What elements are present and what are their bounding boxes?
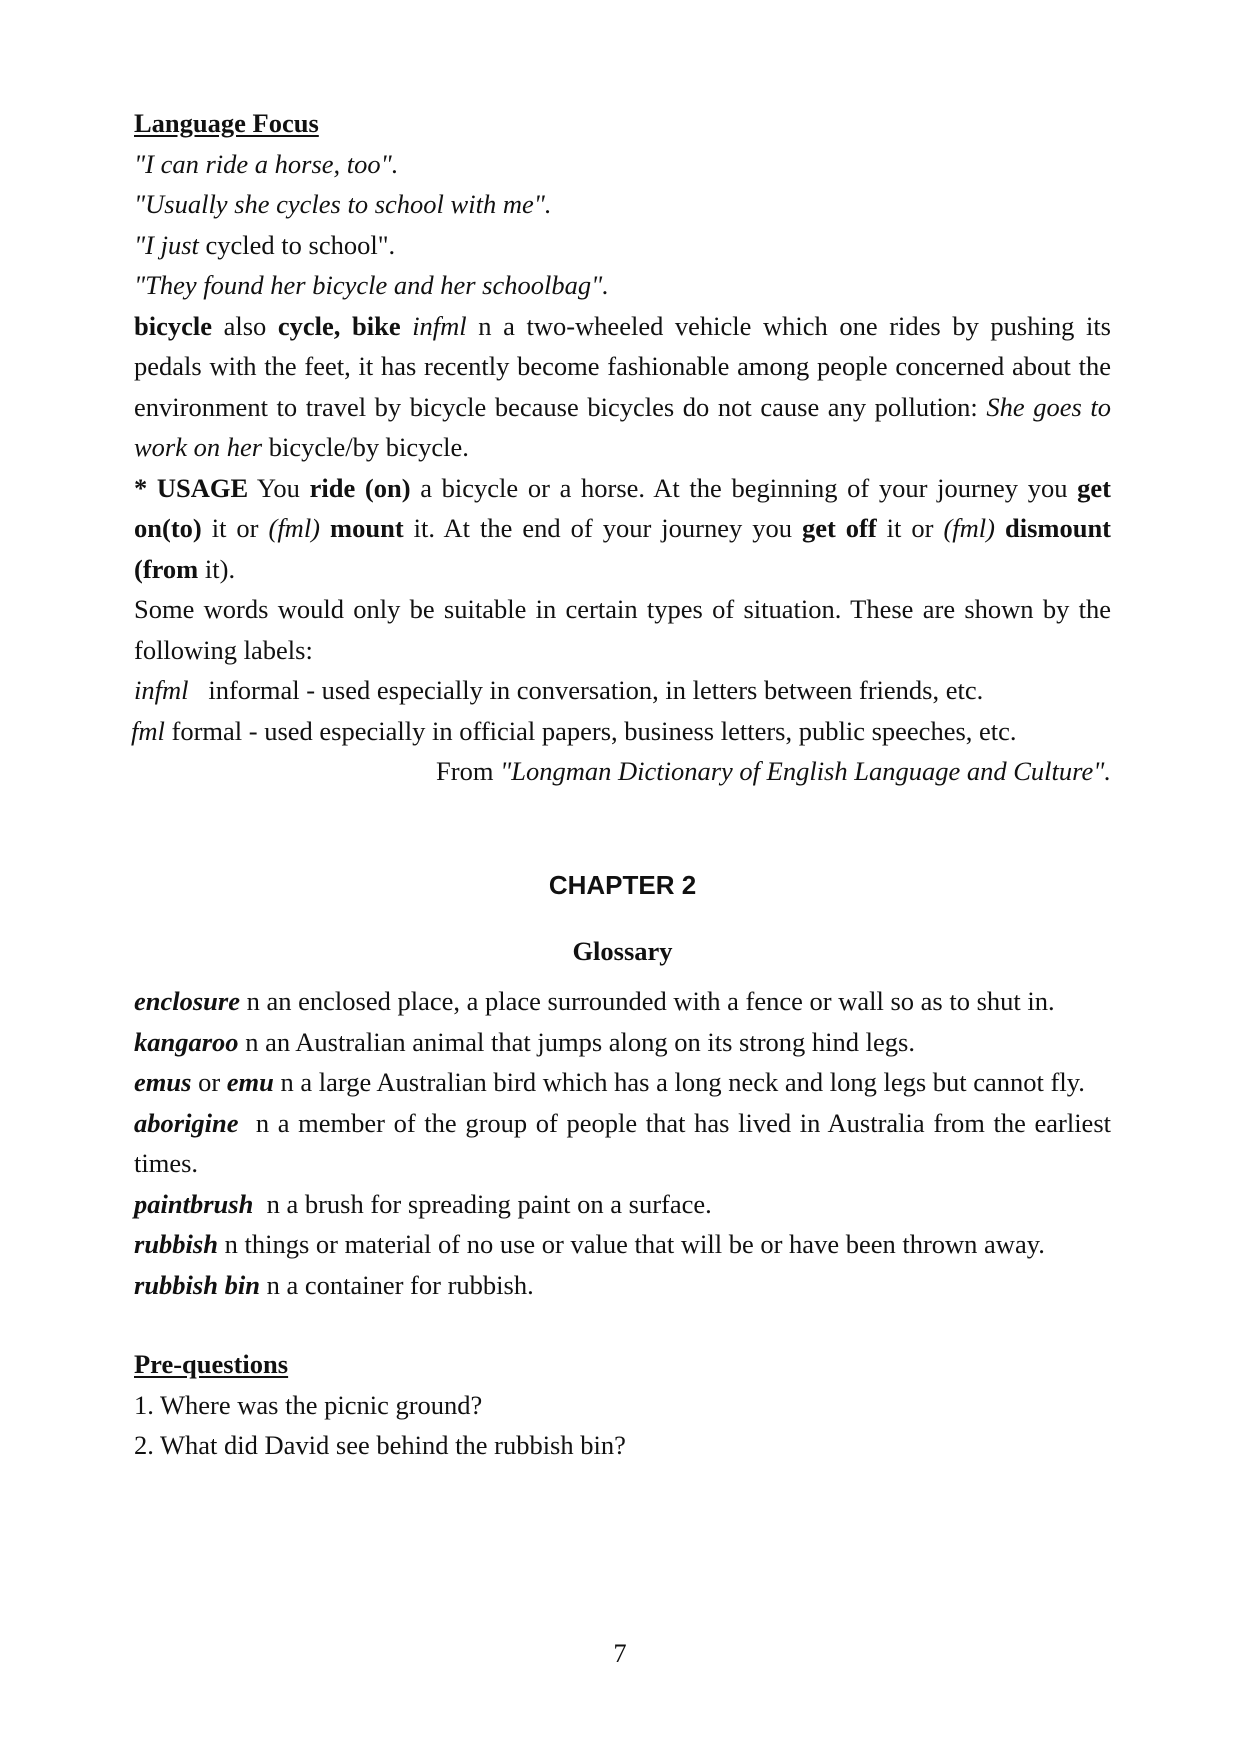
glossary-list xyxy=(134,981,1118,1305)
usage-text: a bicycle or a horse. At the beginning of your journey you xyxy=(410,472,1078,503)
example-italic: She goes to work on her xyxy=(134,391,1111,462)
usage-phrase: get off xyxy=(801,513,877,543)
usage-text: it or xyxy=(201,513,269,543)
glossary-term: emu xyxy=(226,1067,274,1097)
usage-phrase: get on(to) xyxy=(134,472,1111,543)
glossary-definition: n an Australian animal that jumps along on its strong hind legs. xyxy=(238,1026,915,1057)
source-citation xyxy=(134,751,1111,792)
glossary-entry xyxy=(134,1224,1111,1265)
label-text: formal - used especially in official papers, business letters, public speeches, etc. xyxy=(164,715,1017,746)
glossary-term: rubbish bin xyxy=(134,1269,260,1300)
usage-label: (fml) xyxy=(943,513,995,543)
usage-phrase: dismount (from xyxy=(134,513,1112,584)
quote-line: "They found her bicycle and her schoolbag". xyxy=(134,270,609,300)
label-fml xyxy=(131,711,1111,752)
page-number: 7 xyxy=(613,1638,627,1668)
usage-phrase: ride (on) xyxy=(309,472,411,503)
glossary-entry xyxy=(134,1184,1111,1225)
bicycle-entry xyxy=(134,306,1111,468)
glossary-entry xyxy=(134,1062,1111,1103)
glossary-definition: n a container for rubbish. xyxy=(259,1269,534,1300)
usage-label: (fml) xyxy=(268,513,321,543)
glossary-term: rubbish xyxy=(134,1229,218,1259)
glossary-entry xyxy=(134,981,1111,1022)
source-title: "Longman Dictionary of English Language and Culture". xyxy=(500,756,1111,786)
usage-text: it or xyxy=(876,513,944,543)
language-focus-heading: Language Focus xyxy=(134,108,319,138)
quote-line xyxy=(134,225,1111,266)
glossary-title: Glossary xyxy=(572,935,673,966)
usage-text: You xyxy=(248,472,310,503)
usage-text xyxy=(320,513,330,543)
usage-note xyxy=(134,468,1111,590)
glossary-entry xyxy=(134,1103,1118,1184)
also-text: also xyxy=(212,310,278,341)
prequestion-item: 1. Where was the picnic ground? xyxy=(134,1389,483,1420)
labels-intro: Some words would only be suitable in certain types of situation. These are shown by the following labels: xyxy=(134,594,1111,665)
prequestion-item: 2. What did David see behind the rubbish bin? xyxy=(134,1430,626,1460)
label-text: informal - used especially in conversation, in letters between friends, etc. xyxy=(188,675,984,705)
label-abbr: fml xyxy=(131,715,165,746)
source-from: From xyxy=(436,756,501,786)
glossary-entry xyxy=(134,1265,1111,1306)
register-label: infml xyxy=(412,310,467,341)
usage-text: it. At the end of your journey you xyxy=(403,513,802,543)
glossary-term: paintbrush xyxy=(134,1188,254,1219)
glossary-connector: or xyxy=(191,1067,227,1097)
quote-line: "Usually she cycles to school with me". xyxy=(134,189,552,219)
usage-phrase: mount xyxy=(330,513,404,543)
glossary-definition: n a brush for spreading paint on a surface. xyxy=(253,1188,712,1219)
page-content xyxy=(131,103,1118,1466)
chapter-title: CHAPTER 2 xyxy=(548,869,697,900)
prequestions-heading: Pre-questions xyxy=(134,1349,289,1379)
glossary-definition: n things or material of no use or value that will be or have been thrown away. xyxy=(217,1229,1045,1259)
label-abbr: infml xyxy=(134,675,189,705)
headword: bicycle xyxy=(134,310,212,341)
glossary-definition: n a large Australian bird which has a long neck and long legs but cannot fly. xyxy=(273,1067,1085,1097)
usage-text: it). xyxy=(198,553,236,584)
quote-line: "I can ride a horse, too". xyxy=(134,148,399,179)
usage-marker: * USAGE xyxy=(134,472,249,503)
quote-italic: "I just xyxy=(134,229,199,260)
usage-text xyxy=(995,513,1005,543)
definition: n a two-wheeled vehicle which one rides by pushing its pedals with the feet, it has recently become fashionable among people concerned about the environment to travel by bicycle because bicycles do not cause any pollution: xyxy=(134,310,1111,422)
label-infml xyxy=(134,670,1111,711)
quote-rest: cycled to school". xyxy=(198,229,396,260)
variants: cycle, bike xyxy=(277,310,401,341)
glossary-term: enclosure xyxy=(134,986,240,1016)
glossary-definition: n an enclosed place, a place surrounded with a fence or wall so as to shut in. xyxy=(240,986,1055,1016)
glossary-definition: n a member of the group of people that has lived in Australia from the earliest times. xyxy=(134,1107,1118,1178)
glossary-term: kangaroo xyxy=(134,1026,239,1057)
glossary-term: aborigine xyxy=(134,1107,239,1138)
example-rest: bicycle/by bicycle. xyxy=(262,432,469,462)
glossary-term: emus xyxy=(134,1067,192,1097)
glossary-entry xyxy=(134,1022,1111,1063)
